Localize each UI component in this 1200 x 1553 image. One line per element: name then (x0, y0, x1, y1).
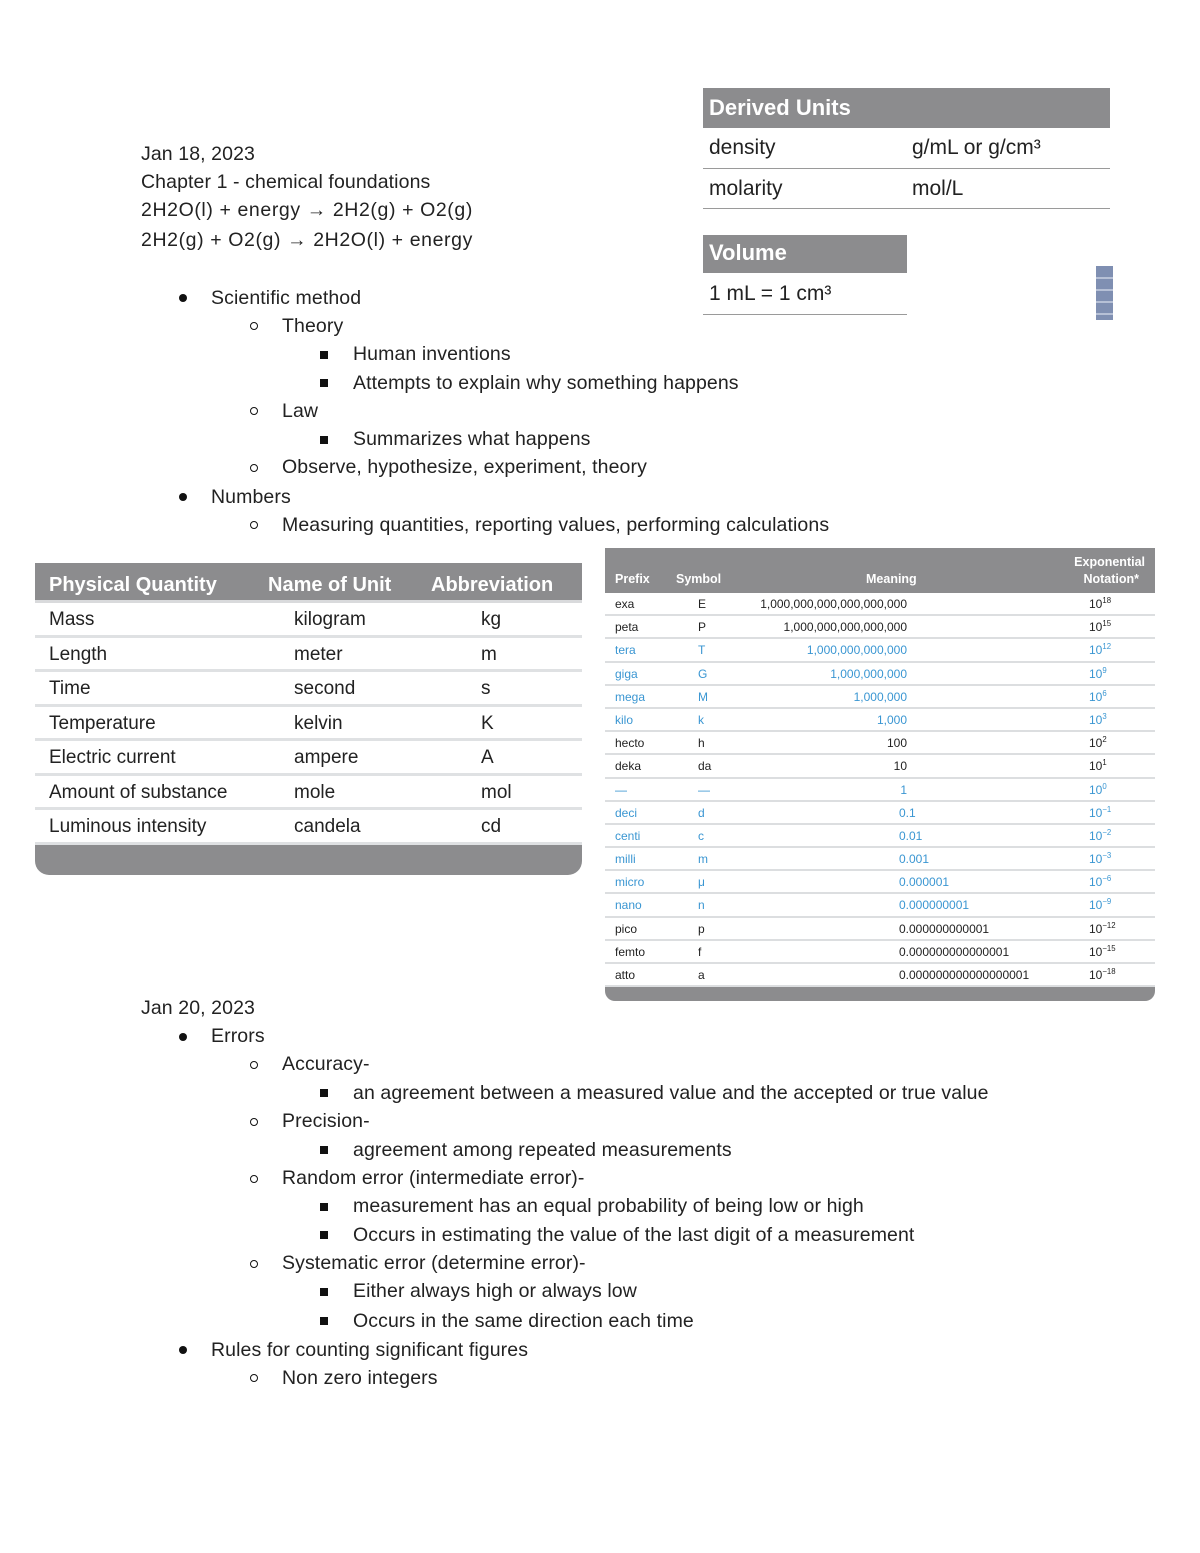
bullet-square (320, 1203, 328, 1211)
notation-exponent: −1 (1102, 804, 1112, 814)
notation-base: 10 (1089, 759, 1103, 774)
notation-exponent: −6 (1102, 874, 1112, 884)
bullet-square (320, 1288, 328, 1296)
bullet-circle (250, 407, 258, 415)
list-item: Measuring quantities, reporting values, performing calculations (282, 514, 830, 536)
notation-base: 10 (1089, 782, 1103, 797)
chapter-title: Chapter 1 - chemical foundations (141, 171, 431, 193)
notation-exponent: 18 (1102, 596, 1112, 605)
table-row (605, 593, 1155, 616)
notation-cell (1089, 968, 1116, 982)
header-cell: Exponential (1074, 555, 1145, 569)
notation-exponent: 2 (1102, 735, 1107, 745)
symbol-cell: p (698, 921, 705, 936)
bullet-square (320, 1089, 328, 1097)
header-cell: Symbol (676, 572, 722, 586)
symbol-cell: G (698, 666, 708, 681)
bullet-circle (250, 1260, 258, 1268)
header-cell: Name of Unit (268, 574, 392, 596)
list-item: Accuracy- (282, 1053, 370, 1075)
date-heading: Jan 20, 2023 (141, 997, 255, 1019)
unit-cell: candela (294, 816, 361, 837)
notation-exponent: −9 (1102, 897, 1112, 907)
symbol-cell: M (698, 689, 708, 704)
abbr-cell: A (481, 747, 494, 768)
unit-cell: kilogram (294, 609, 366, 630)
unit-cell: second (294, 678, 356, 699)
prefix-cell: giga (615, 666, 638, 681)
table-row (703, 128, 1110, 169)
bullet-circle (250, 464, 258, 472)
notation-base: 10 (1089, 689, 1103, 704)
notation-base: 10 (1089, 805, 1103, 820)
table-footer (605, 987, 1155, 1001)
meaning-cell: 0.1 (899, 805, 916, 820)
notation-exponent: −18 (1102, 967, 1116, 976)
meaning-cell: 0.000000000000000001 (899, 968, 1030, 982)
list-item: Attempts to explain why something happens (353, 372, 739, 394)
derived-name: molarity (709, 177, 783, 200)
unit-cell: ampere (294, 747, 359, 768)
quantity-cell: Electric current (49, 747, 176, 768)
notation-exponent: 9 (1102, 665, 1107, 675)
meaning-cell: 1,000,000,000,000,000,000 (760, 597, 907, 611)
list-item: Human inventions (353, 343, 511, 365)
bullet-circle (250, 1175, 258, 1183)
symbol-cell: E (698, 597, 707, 611)
notation-base: 10 (1089, 875, 1103, 890)
bullet-circle (250, 521, 258, 529)
table-row (35, 707, 582, 742)
notation-exponent: 3 (1102, 711, 1107, 721)
prefix-cell: tera (615, 643, 636, 658)
volume-value: 1 mL = 1 cm³ (709, 282, 832, 305)
notation-exponent: −15 (1102, 943, 1116, 953)
derived-name: density (709, 136, 776, 159)
meaning-cell: 1,000,000,000,000 (806, 643, 907, 658)
table-row (605, 709, 1155, 732)
meaning-cell: 1,000,000,000 (830, 666, 907, 681)
list-item: Random error (intermediate error)- (282, 1167, 585, 1189)
notation-base: 10 (1089, 828, 1103, 843)
table-row (605, 663, 1155, 686)
notation-cell (1089, 875, 1111, 889)
list-item: Law (282, 400, 319, 422)
notation-cell (1089, 667, 1107, 681)
meaning-cell: 1,000 (876, 712, 907, 727)
bullet-circle (250, 1374, 258, 1382)
notation-base: 10 (1089, 666, 1103, 681)
list-item: Occurs in estimating the value of the last digit of a measurement (353, 1224, 915, 1246)
symbol-cell: h (698, 736, 705, 751)
quantity-cell: Length (49, 643, 108, 665)
notation-cell (1089, 597, 1111, 611)
table-row (35, 810, 582, 845)
derived-units-image (703, 88, 1113, 320)
cylinder-fragment-icon (1096, 266, 1113, 320)
notation-base: 10 (1089, 852, 1103, 867)
volume-row (703, 274, 907, 315)
volume-header (703, 235, 907, 273)
table-row (35, 603, 582, 638)
prefix-cell: atto (615, 968, 636, 982)
table-header (605, 548, 1155, 593)
notation-exponent: 12 (1102, 642, 1112, 652)
prefix-rows (605, 593, 1155, 987)
table-row (605, 686, 1155, 709)
bullet-disc (179, 1346, 187, 1354)
unit-cell: mole (294, 781, 336, 803)
list-item: Rules for counting significant figures (211, 1339, 529, 1361)
notation-cell (1089, 759, 1107, 773)
header-cell: Abbreviation (431, 574, 554, 596)
header-cell: Prefix (615, 572, 650, 586)
meaning-cell: 0.000000000000001 (899, 944, 1010, 959)
table-row (35, 776, 582, 811)
notation-cell (1089, 806, 1111, 820)
table-row (605, 732, 1155, 755)
meaning-cell: 0.000000000001 (899, 921, 990, 936)
prefix-cell: kilo (615, 712, 634, 727)
bullet-disc (179, 294, 187, 302)
bullet-circle (250, 322, 258, 330)
equation-line: 2H2O(l) + energy → 2H2(g) + O2(g) (141, 199, 473, 221)
prefix-cell: micro (615, 875, 645, 890)
prefix-cell: — (615, 782, 627, 797)
bullet-disc (179, 493, 187, 501)
notation-base: 10 (1089, 968, 1103, 982)
list-item: an agreement between a measured value and the accepted or true value (353, 1082, 989, 1104)
table-row (35, 638, 582, 673)
symbol-cell: T (698, 643, 706, 658)
si-prefix-table (605, 548, 1155, 1001)
abbr-cell: cd (481, 816, 502, 837)
notation-cell (1089, 620, 1111, 634)
notation-exponent: −12 (1102, 920, 1116, 930)
prefix-cell: centi (615, 828, 641, 843)
derived-units-header (703, 88, 1110, 128)
prefix-cell: femto (615, 944, 646, 959)
bullet-square (320, 379, 328, 387)
bullet-square (320, 351, 328, 359)
prefix-cell: pico (615, 921, 638, 936)
header-cell: Physical Quantity (49, 574, 217, 596)
si-units-table (35, 563, 582, 875)
list-item: Observe, hypothesize, experiment, theory (282, 456, 647, 478)
quantity-cell: Luminous intensity (49, 816, 207, 837)
notation-base: 10 (1089, 643, 1103, 658)
list-item: measurement has an equal probability of being low or high (353, 1195, 864, 1217)
notation-base: 10 (1089, 944, 1103, 959)
unit-cell: kelvin (294, 712, 343, 734)
derived-units-title: Derived Units (709, 95, 851, 120)
list-item: Numbers (211, 486, 291, 508)
prefix-cell: peta (615, 620, 639, 635)
bullet-circle (250, 1118, 258, 1126)
table-row (605, 779, 1155, 802)
bullet-disc (179, 1033, 187, 1041)
prefix-cell: deka (615, 759, 642, 774)
notation-base: 10 (1089, 736, 1103, 751)
notation-exponent: 15 (1102, 619, 1112, 629)
bullet-square (320, 1146, 328, 1154)
table-row (605, 639, 1155, 662)
list-item: Theory (282, 315, 344, 337)
notation-exponent: 6 (1102, 688, 1107, 698)
table-row (35, 741, 582, 776)
list-item: Systematic error (determine error)- (282, 1252, 586, 1274)
symbol-cell: da (698, 759, 712, 774)
notation-cell (1089, 922, 1116, 936)
list-item: Summarizes what happens (353, 428, 591, 450)
prefix-cell: exa (615, 597, 635, 611)
table-row (605, 871, 1155, 894)
notation-cell (1089, 783, 1107, 797)
meaning-cell: 1,000,000 (853, 689, 907, 704)
quantity-cell: Amount of substance (49, 781, 228, 803)
meaning-cell: 1,000,000,000,000,000 (783, 620, 907, 635)
prefix-cell: mega (615, 689, 646, 704)
bullet-square (320, 1231, 328, 1239)
table-row (605, 894, 1155, 917)
symbol-cell: — (698, 782, 710, 797)
notation-cell (1089, 898, 1111, 912)
symbol-cell: d (698, 805, 705, 820)
prefix-cell: hecto (615, 736, 645, 751)
list-item: Precision- (282, 1110, 370, 1132)
list-item: Non zero integers (282, 1367, 438, 1389)
header-cell: Meaning (866, 572, 917, 586)
symbol-cell: a (698, 968, 705, 982)
prefix-cell: nano (615, 898, 642, 913)
symbol-cell: μ (698, 875, 705, 890)
table-header (35, 563, 582, 603)
list-item: Occurs in the same direction each time (353, 1310, 694, 1332)
table-row (605, 616, 1155, 639)
meaning-cell: 0.000000001 (899, 898, 970, 913)
abbr-cell: mol (481, 781, 512, 803)
bullet-square (320, 436, 328, 444)
notation-base: 10 (1089, 898, 1103, 913)
notation-cell (1089, 713, 1107, 727)
abbr-cell: K (481, 712, 494, 734)
meaning-cell: 0.000001 (899, 875, 950, 890)
table-row (35, 672, 582, 707)
list-item: Scientific method (211, 287, 362, 309)
meaning-cell: 0.001 (899, 852, 930, 867)
equation-line: 2H2(g) + O2(g) → 2H2O(l) + energy (141, 229, 473, 251)
notation-cell (1089, 643, 1111, 657)
table-row (605, 941, 1155, 964)
abbr-cell: m (481, 643, 497, 665)
table-row (605, 964, 1155, 987)
symbol-cell: m (698, 852, 708, 867)
unit-cell: meter (294, 643, 343, 665)
symbol-cell: P (698, 620, 707, 635)
header-cell: Notation* (1083, 572, 1139, 586)
notation-cell (1089, 690, 1107, 704)
notation-exponent: 1 (1102, 758, 1107, 768)
table-row (605, 755, 1155, 778)
table-row (605, 918, 1155, 941)
symbol-cell: n (698, 898, 705, 913)
derived-unit: g/mL or g/cm³ (912, 136, 1041, 159)
list-item: agreement among repeated measurements (353, 1139, 732, 1161)
derived-unit: mol/L (912, 177, 964, 200)
table-row (605, 802, 1155, 825)
notation-cell (1089, 852, 1111, 866)
notation-exponent: −2 (1102, 827, 1112, 837)
notation-base: 10 (1089, 597, 1103, 611)
prefix-cell: milli (615, 852, 636, 867)
notation-exponent: −3 (1102, 851, 1112, 861)
date-heading: Jan 18, 2023 (141, 143, 255, 165)
notation-exponent: 0 (1102, 781, 1107, 791)
meaning-cell: 1 (900, 782, 907, 797)
notation-base: 10 (1089, 712, 1103, 727)
symbol-cell: k (698, 712, 704, 727)
table-row (605, 848, 1155, 871)
notation-base: 10 (1089, 921, 1103, 936)
bullet-circle (250, 1061, 258, 1069)
meaning-cell: 100 (886, 736, 907, 751)
bullet-square (320, 1317, 328, 1325)
notation-cell (1089, 736, 1107, 750)
meaning-cell: 0.01 (899, 828, 923, 843)
abbr-cell: s (481, 678, 491, 699)
list-item: Errors (211, 1025, 265, 1047)
quantity-cell: Temperature (49, 712, 156, 734)
notation-base: 10 (1089, 620, 1103, 635)
table-row (605, 825, 1155, 848)
notation-cell (1089, 945, 1116, 959)
meaning-cell: 10 (893, 759, 907, 774)
table-row (703, 169, 1110, 209)
abbr-cell: kg (481, 609, 502, 630)
table-footer (35, 845, 582, 875)
symbol-cell: c (698, 828, 704, 843)
quantity-cell: Time (49, 678, 91, 699)
list-item: Either always high or always low (353, 1280, 637, 1302)
quantity-cell: Mass (49, 609, 95, 630)
symbol-cell: f (698, 944, 702, 959)
notation-cell (1089, 829, 1111, 843)
volume-title: Volume (709, 240, 787, 265)
prefix-cell: deci (615, 805, 638, 820)
